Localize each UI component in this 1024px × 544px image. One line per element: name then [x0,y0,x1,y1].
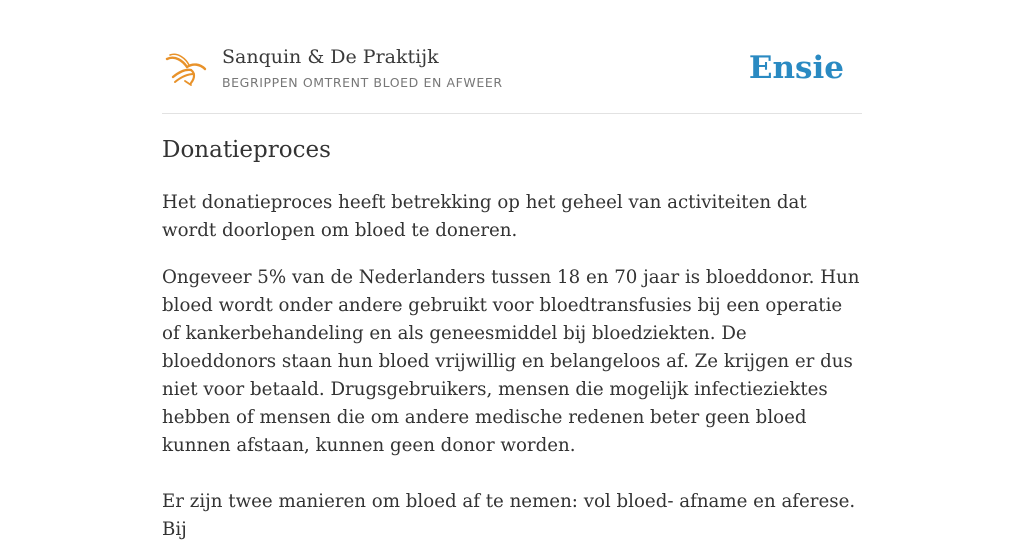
paragraph: Ongeveer 5% van de Nederlanders tussen 18 en 70 jaar is bloeddonor. Hun bloed wordt onder andere gebruikt voor bloedtransfusies bij een operatie of kankerbehandeling en als geneesmiddel bij bloedziekten. De bloeddonors staan hun bloed vrijwillig en belangeloos af. Ze krijgen er dus niet voor betaald. Drugsgebruikers, mensen die mogelijk infectieziektes hebben of mensen die om andere medische redenen beter geen bloed kunnen afstaan, kunnen geen donor worden. [162,267,860,456]
bird-logo-icon[interactable] [164,52,208,88]
paragraph: Er zijn twee manieren om bloed af te nemen: vol bloed- afname en aferese. Bij [162,491,856,540]
article-body [162,189,862,544]
header [162,40,862,114]
brand-logo[interactable]: Ensie [748,50,844,86]
paragraph: Het donatieproces heeft betrekking op het geheel van activiteiten dat wordt doorlopen om bloed te doneren. [162,192,807,241]
org-subtitle: BEGRIPPEN OMTRENT BLOED EN AFWEER [222,75,503,90]
page-title: Donatieproces [162,137,331,163]
org-name[interactable]: Sanquin & De Praktijk [222,46,439,68]
